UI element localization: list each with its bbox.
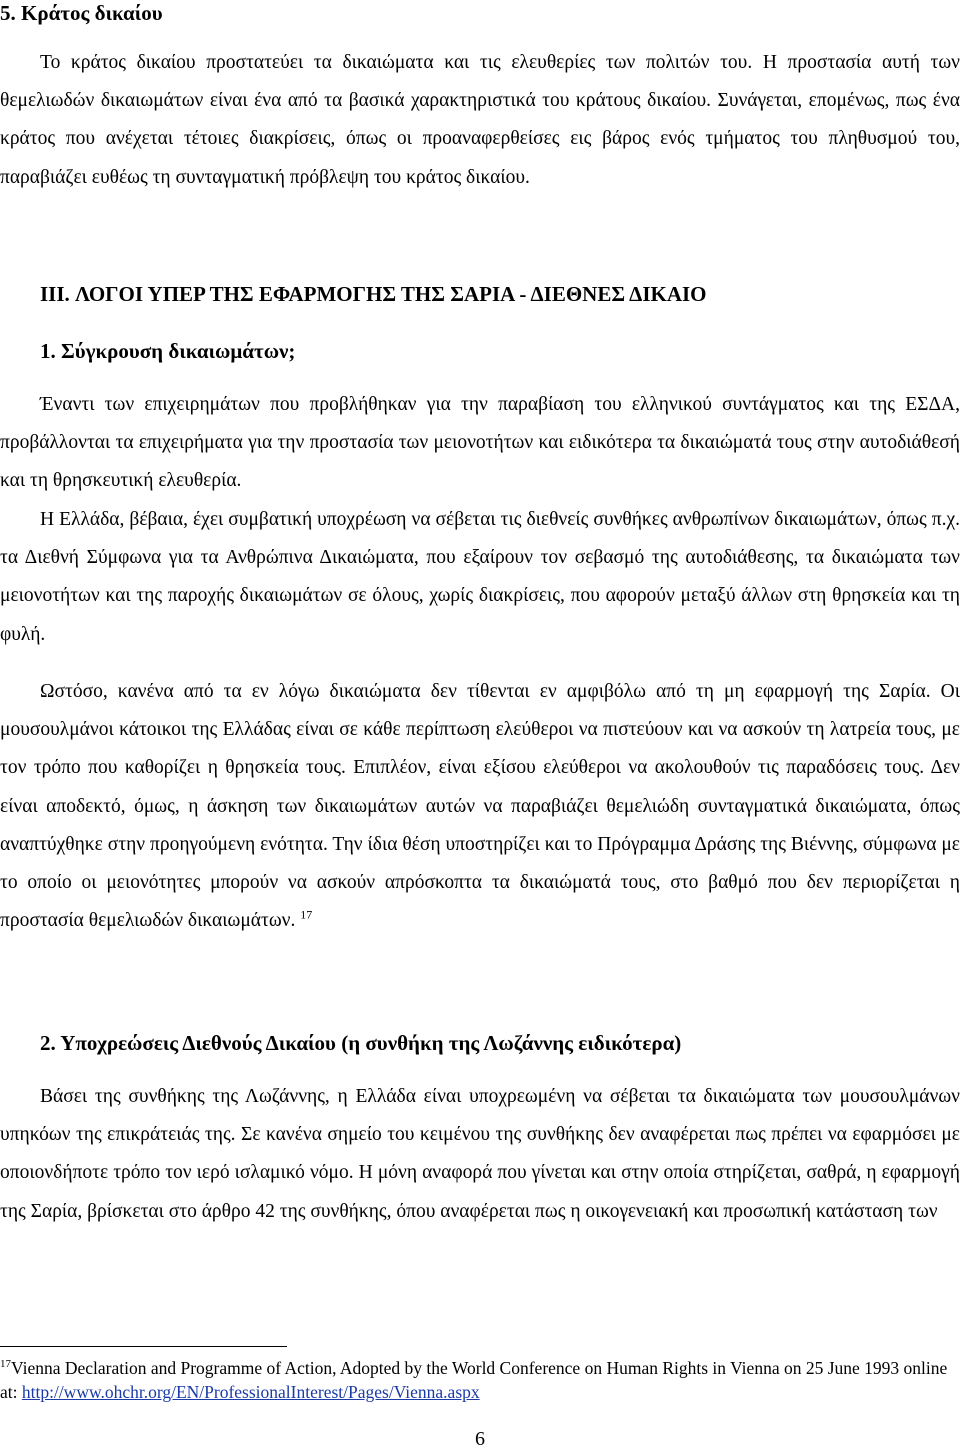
section-1-paragraph-3 <box>0 673 960 940</box>
section-1-paragraph-1: Έναντι των επιχειρημάτων που προβλήθηκαν για την παραβίαση του ελληνικού συντάγματος και της ΕΣΔΑ, προβάλλονται τα επιχειρήματα για την προστασία των μειονοτήτων και ειδικότερα τα δικαιώματά τους στην αυτοδιάθεσή και τη θρησκευτική ελευθερία. <box>0 394 960 492</box>
footnote-number: 17 <box>0 1358 11 1371</box>
footnote-text: Vienna Declaration and Programme of Action, Adopted by the World Conference on Human Rights in Vienna on 25 June 1993 online at: <box>0 1358 948 1402</box>
section-5-paragraph: Το κράτος δικαίου προστατεύει τα δικαιώματα και τις ελευθερίες των πολιτών του. Η προστασία αυτή των θεμελιωδών δικαιωμάτων είναι ένα από τα βασικά χαρακτηριστικά του κράτους δικαίου. Συνάγεται, επομένως, πως ένα κράτος που ανέχεται τέτοιες διακρίσεις, όπως οι προαναφερθείσες εις βάρος ενός τμήματος του πληθυσμού του, παραβιάζει ευθέως τη συνταγματική πρόβλεψη του κράτος δικαίου. <box>0 52 960 188</box>
footnote-separator <box>0 1346 287 1347</box>
section-5-heading: 5. Κράτος δικαίου <box>0 1 163 25</box>
footnote-link[interactable]: http://www.ohchr.org/EN/ProfessionalInterest/Pages/Vienna.aspx <box>21 1382 480 1402</box>
section-1-heading: 1. Σύγκρουση δικαιωμάτων; <box>40 339 296 363</box>
part-3-heading: III. ΛΟΓΟΙ ΥΠΕΡ ΤΗΣ ΕΦΑΡΜΟΓΗΣ ΤΗΣ ΣΑΡΙΑ - ΔΙΕΘΝΕΣ ΔΙΚΑΙΟ <box>40 282 707 306</box>
page-number: 6 <box>475 1428 485 1450</box>
section-2-paragraph: Βάσει της συνθήκης της Λωζάννης, η Ελλάδα είναι υποχρεωμένη να σέβεται τα δικαιώματα των μουσουλμάνων υπηκόων της επικράτειάς της. Σε κανένα σημείο του κειμένου της συνθήκης δεν αναφέρεται πως πρέπει να εφαρμόσει με οποιονδήποτε τρόπο τον ιερό ισλαμικό νόμο. Η μόνη αναφορά που γίνεται και στην οποία στηρίζεται, σαθρά, η εφαρμογή της Σαρία, βρίσκεται στο άρθρο 42 της συνθήκης, όπου αναφέρεται πως η οικογενειακή και προσωπική κατάσταση των <box>0 1086 960 1222</box>
footnote-17 <box>0 1356 960 1404</box>
section-2-heading: 2. Υποχρεώσεις Διεθνούς Δικαίου (η συνθήκη της Λωζάννης ειδικότερα) <box>40 1031 682 1055</box>
section-1-paragraph-2: Η Ελλάδα, βέβαια, έχει συμβατική υποχρέωση να σέβεται τις διεθνείς συνθήκες ανθρωπίνων δικαιωμάτων, όπως π.χ. τα Διεθνή Σύμφωνα για τα Ανθρώπινα Δικαιώματα, που εξαίρουν τον σεβασμό της αυτοδιάθεσης, τα δικαιώματα των μειονοτήτων και της παροχής δικαιωμάτων σε όλους, χωρίς διακρίσεις, που αφορούν μεταξύ άλλων στη θρησκεία και τη φυλή. <box>0 509 960 645</box>
footnote-reference-17[interactable]: 17 <box>300 907 313 922</box>
section-1-paragraph-3-text: Ωστόσο, κανένα από τα εν λόγω δικαιώματα δεν τίθενται εν αμφιβόλω από τη μη εφαρμογή της Σαρία. Οι μουσουλμάνοι κάτοικοι της Ελλάδας είναι σε κάθε περίπτωση ελεύθεροι να πιστεύουν και να ασκούν τη λατρεία τους, με τον τρόπο που καθορίζει η θρησκεία τους. Επιπλέον, είναι εξίσου ελεύθεροι να ακολουθούν τις παραδόσεις τους. Δεν είναι αποδεκτό, όμως, η άσκηση των δικαιωμάτων αυτών να παραβιάζει θεμελιώδη συνταγματικά δικαιώματα, όπως αναπτύχθηκε στην προηγούμενη ενότητα. Την ίδια θέση υποστηρίζει και το Πρόγραμμα Δράσης της Βιέννης, σύμφωνα με το οποίο οι μειονότητες μπορούν να ασκούν απρόσκοπτα τα δικαιώματά τους, στο βαθμό που δεν περιορίζεται η προστασία θεμελιωδών δικαιωμάτων. <box>0 681 960 932</box>
